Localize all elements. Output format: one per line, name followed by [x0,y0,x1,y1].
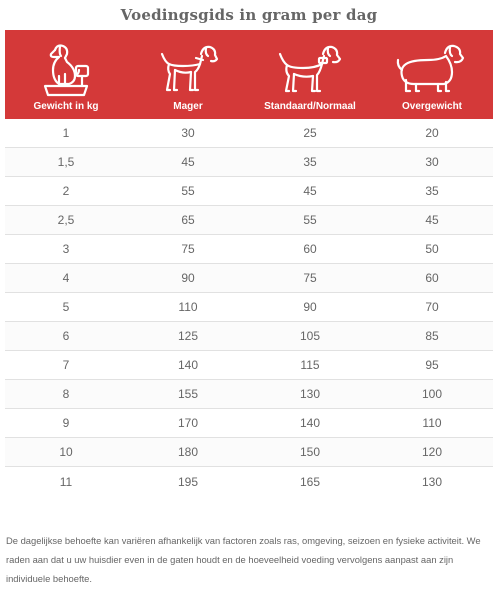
weight-cell: 10 [59,445,73,459]
thin-cell: 195 [177,475,199,489]
normal-dog-icon [273,40,347,98]
overweight-cell: 50 [425,242,439,256]
overweight-cell: 85 [425,329,439,343]
thin-cell: 55 [181,184,195,198]
page-title: Voedingsgids in gram per dag [120,6,378,24]
weight-cell: 11 [59,475,73,489]
overweight-cell: 100 [421,387,443,401]
normal-cell: 105 [299,329,321,343]
overweight-cell: 30 [425,155,439,169]
thin-cell: 45 [181,155,195,169]
header-label-weight: Gewicht in kg [33,101,99,112]
normal-cell: 25 [303,126,317,140]
weight-cell: 2,5 [57,213,75,227]
table-row [5,177,493,206]
weight-cell: 3 [62,242,70,256]
normal-cell: 55 [303,213,317,227]
overweight-cell: 95 [425,358,439,372]
weight-cell: 1,5 [57,155,75,169]
weight-cell: 4 [62,271,70,285]
thin-cell: 140 [177,358,199,372]
header-col-thin [127,30,249,119]
table-row [5,438,493,467]
overweight-cell: 45 [425,213,439,227]
normal-cell: 130 [299,387,321,401]
table-row [5,380,493,409]
overweight-cell: 20 [425,126,439,140]
thin-dog-icon [153,40,223,98]
header-label-thin: Mager [173,101,203,112]
table-row [5,148,493,177]
overweight-cell: 120 [421,445,443,459]
normal-cell: 165 [299,475,321,489]
table-row [5,264,493,293]
table-row [5,293,493,322]
weight-cell: 5 [62,300,70,314]
normal-cell: 140 [299,416,321,430]
overweight-cell: 110 [422,416,442,430]
normal-cell: 45 [303,184,317,198]
overweight-dog-icon [394,40,470,98]
table-row [5,467,493,498]
feeding-table [5,119,493,498]
thin-cell: 170 [177,416,199,430]
header-label-normal: Standaard/Normaal [264,101,356,112]
normal-cell: 90 [303,300,317,314]
thin-cell: 125 [177,329,199,343]
table-row [5,351,493,380]
thin-cell: 90 [181,271,195,285]
normal-cell: 115 [300,358,320,372]
thin-cell: 180 [177,445,199,459]
normal-cell: 75 [303,271,317,285]
thin-cell: 30 [181,126,195,140]
table-row [5,322,493,351]
table-row [5,409,493,438]
overweight-cell: 60 [425,271,439,285]
table-header [5,30,493,119]
weight-cell: 8 [62,387,70,401]
header-col-normal [249,30,371,119]
weight-cell: 9 [62,416,70,430]
overweight-cell: 130 [421,475,443,489]
weight-cell: 6 [62,329,70,343]
table-row [5,206,493,235]
thin-cell: 75 [181,242,195,256]
weight-cell: 2 [62,184,70,198]
header-col-weight [5,30,127,119]
normal-cell: 35 [303,155,317,169]
normal-cell: 60 [303,242,317,256]
header-col-overweight [371,30,493,119]
thin-cell: 110 [178,300,198,314]
table-row [5,119,493,148]
overweight-cell: 35 [425,184,439,198]
normal-cell: 150 [299,445,321,459]
weight-cell: 1 [62,126,70,140]
dog-on-scale-icon [35,40,97,98]
weight-cell: 7 [62,358,70,372]
table-row [5,235,493,264]
header-label-overweight: Overgewicht [401,101,463,112]
thin-cell: 65 [181,213,195,227]
overweight-cell: 70 [425,300,439,314]
thin-cell: 155 [177,387,199,401]
footnote: De dagelijkse behoefte kan variëren afhankelijk van factoren zoals ras, omgeving, seizoen en fysieke activiteit. We raden aan dat u uw huisdier even in de gaten houdt en de hoeveelheid voeding vervolgens aanpast aan zijn individuele behoefte. [6,535,481,584]
